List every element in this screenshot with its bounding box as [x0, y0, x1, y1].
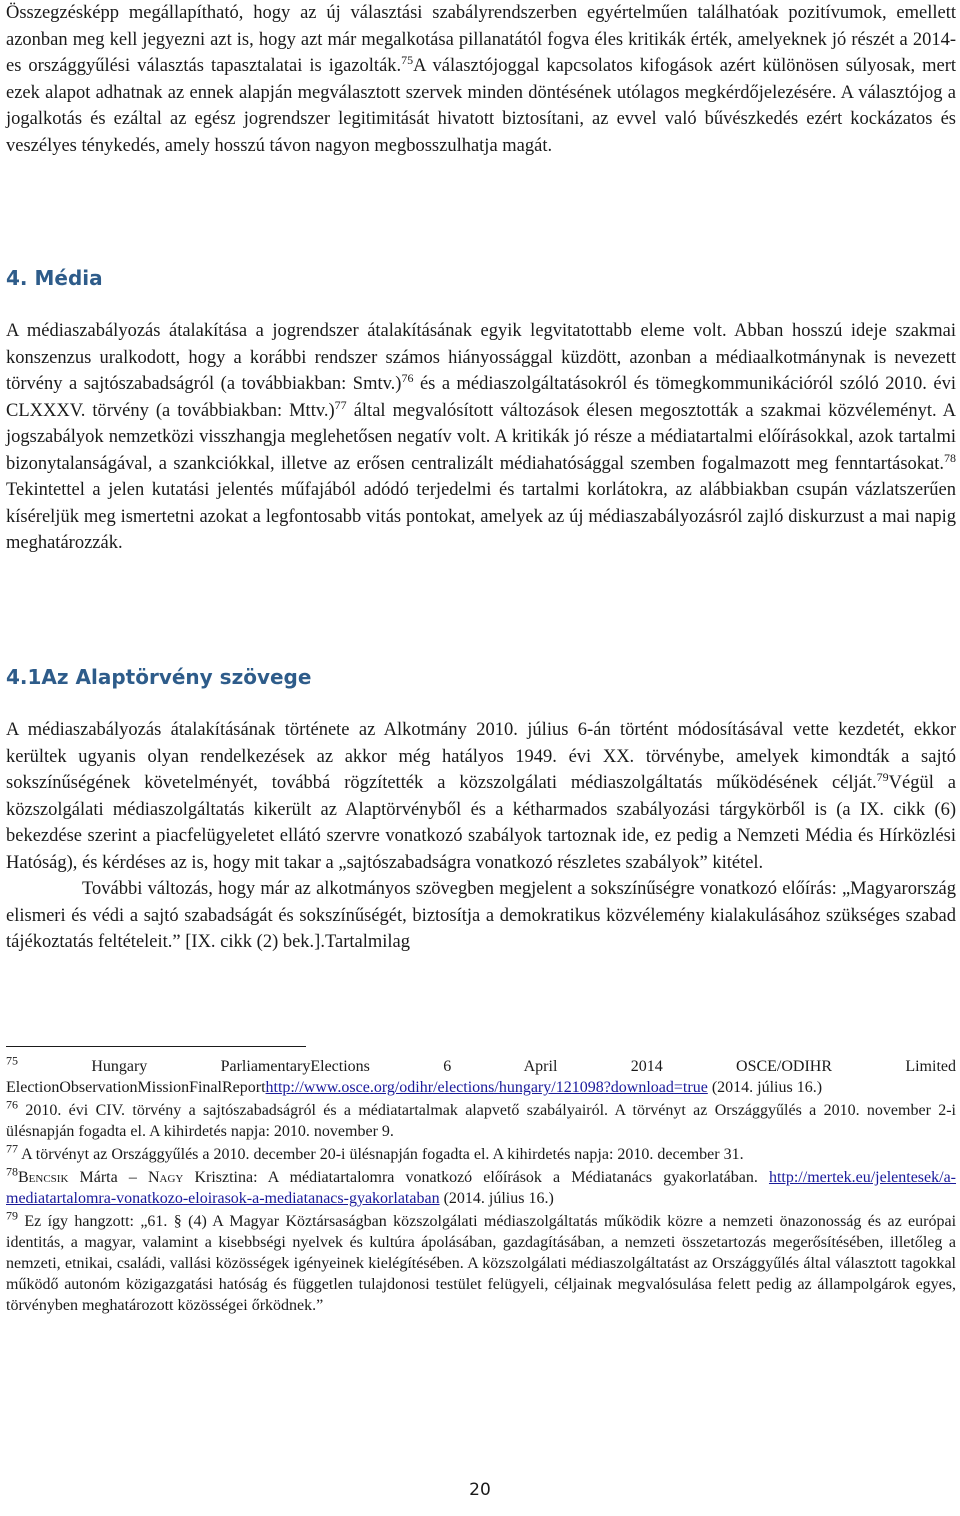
media-text-3: által megvalósított változások élesen megosztották a szakmai közvéleményt. A jogszabályok nemzetközi visszhangja meglehetősen negatív volt. A kritikák jó része a médiatartalmi előírásokkal, azok tartalmi bizonytalanságával, a szankciókkal, illetve az erősen centralizált médiahatósággal szemben fogalmazott meg fenntartásokat.	[6, 400, 956, 474]
footnote-ref-75[interactable]: 75	[401, 52, 414, 67]
footnote-ref-78[interactable]: 78	[944, 450, 956, 465]
footnote-separator	[6, 1046, 306, 1047]
footnote-77	[6, 1141, 956, 1165]
media-section-body	[6, 318, 956, 557]
footnote-number: 78	[6, 1164, 18, 1179]
footnote-79	[6, 1208, 957, 1316]
footnote-author-sep: Márta –	[68, 1169, 148, 1186]
footnote-text: Hungary ParliamentaryElections 6 April 2014 OSCE/ODIHR Limited ElectionObservationMissionFinalReport	[6, 1058, 956, 1096]
footnote-ref-77[interactable]: 77	[334, 397, 347, 412]
footnote-ref-79[interactable]: 79	[876, 769, 889, 784]
footnote-text: Ez így hangzott: „61. § (4) A Magyar Köztársaságban közszolgálati médiaszolgáltatás működik közre a nemzeti önazonosság és az európai identitás, a magyar, valamint a kisebbségi nyelvek és kultúra ápolásában, gazdagításában, a nemzeti összetartozás megerősítésében, illetőleg a nemzeti, etnikai, családi, vallási közösségek igényeinek kielégítésében. A közszolgálati médiaszolgáltatást az Országgyűlés által választott tagokkal működő autonóm közigazgatási hatóság és független tulajdonosi testület felügyeli, céljainak megvalósulása felett pedig az állampolgárok egyes, törvényben meghatározott közösségei őrködnek.”	[6, 1213, 957, 1314]
intro-paragraph	[6, 0, 956, 159]
footnote-text: A törvényt az Országgyűlés a 2010. december 20-i ülésnapján fogadta el. A kihirdetés napja: 2010. december 31.	[21, 1146, 744, 1163]
footnote-link-osce[interactable]: http://www.osce.org/odihr/elections/hungary/121098?download=true	[265, 1079, 708, 1096]
footnote-75	[6, 1053, 956, 1098]
page-number: 20	[469, 1480, 491, 1500]
media-text-1: A médiaszabályozás átalakítása a jogrendszer átalakításának egyik legvitatottabb eleme volt. Abban hosszú ideje szakmai konszenzus uralkodott, hogy a korábbi rendszer számos hiányossággal küzdött, azonban a médiaalkotmánynak is nevezett törvény a sajtószabadságról (a továbbiakban: Smtv.)	[6, 321, 956, 394]
footnote-date: (2014. július 16.)	[439, 1190, 554, 1207]
footnote-ref-76[interactable]: 76	[401, 370, 414, 385]
alaptorveny-paragraph-1	[6, 717, 956, 876]
intro-text-1: Összegzésképp megállapítható, hogy az új választási szabályrendszerben egyértelműen találhatóak pozitívumok, emellett azonban meg kell jegyezni azt is, hogy azt már megalkotása pillanatától fogva éles kritikák érték, amelyeknek jó részét a 2014-es országgyűlési választás tapasztalatai is igazolták.	[6, 3, 956, 76]
footnote-number: 77	[6, 1141, 18, 1156]
section-heading-media: 4. Média	[6, 266, 103, 290]
section-heading-alaptorveny: 4.1Az Alaptörvény szövege	[6, 665, 312, 689]
footnote-78	[6, 1164, 957, 1209]
alaptorveny-paragraph-2: További változás, hogy már az alkotmányos szövegben megjelent a sokszínűségre vonatkozó előírás: „Magyarország elismeri és védi a sajtó szabadságát és sokszínűségét, biztosítja a demokratikus közvélemény kialakulásához szükséges szabad tájékoztatás feltételeit.” [IX. cikk (2) bek.].Tartalmilag	[6, 879, 956, 952]
intro-text-2: A választójoggal kapcsolatos kifogások azért különösen súlyosak, mert ezek alapot adhatnak az ennek alapján megválasztott szervek minden döntésének utólagos megkérdőjelezésére. A választójog a jogalkotás és ezáltal az egész jogrendszer legitimitását hivatott biztosítani, az evvel való bűvészkedés ezért kockázatos és veszélyes ténykedés, amely hosszú távon nagyon megbosszulhatja magát.	[6, 56, 956, 156]
footnote-link-mertek[interactable]: http://mertek.eu/jelentesek/a-mediatartalomra-vonatkozo-eloirasok-a-mediatanacs-gyakorlataban	[6, 1169, 957, 1207]
footnote-text: Krisztina: A médiatartalomra vonatkozó előírások a Médiatanács gyakorlatában.	[183, 1169, 758, 1186]
media-text-2: és a médiaszolgáltatásokról és tömegkommunikációról szóló 2010. évi CLXXXV. törvény (a továbbiakban: Mttv.)	[6, 374, 956, 421]
alaptorveny-text-1: A médiaszabályozás átalakításának története az Alkotmány 2010. július 6-án történt módosításával vette kezdetét, ekkor kerültek ugyanis olyan rendelkezések az akkor még hatályos 1949. évi XX. törvénybe, amelyek kimondták a sajtó sokszínűségének követelményét, továbbá rögzítették a közszolgálati médiaszolgáltatás működésének célját.	[6, 720, 956, 793]
footnote-number: 76	[6, 1097, 18, 1112]
footnote-76	[6, 1097, 957, 1142]
footnote-text: 2010. évi CIV. törvény a sajtószabadságról és a médiatartalmak alapvető szabályairól. A törvényt az Országgyűlés a 2010. november 2-i ülésnapján fogadta el. A kihirdetés napja: 2010. november 9.	[6, 1102, 957, 1140]
intro-section	[6, 0, 956, 159]
media-paragraph	[6, 318, 956, 557]
media-text-4: Tekintettel a jelen kutatási jelentés műfajából adódó terjedelmi és tartalmi korlátokra, az alábbiakban csupán vázlatszerűen kíséreljük meg ismertetni azokat a legfontosabb vitás pontokat, amelyek az új médiaszabályozásról zajló diskurzust a mai napig meghatározzák.	[6, 480, 956, 553]
footnotes	[6, 1053, 957, 1318]
alaptorveny-section-body	[6, 717, 956, 956]
footnote-number: 79	[6, 1208, 18, 1223]
footnote-number: 75	[6, 1053, 18, 1068]
alaptorveny-text-2: Végül a közszolgálati médiaszolgáltatás kikerült az Alaptörvényből és a kétharmados szabályozási tárgykörből is (a IX. cikk (6) bekezdése szerint a piacfelügyeletet ellátó szervre vonatkozó szabályok tartoznak ide, ez pedig a Nemzeti Média és Hírközlési Hatóság), és kérdéses az is, hogy mit takar a „sajtószabadságra vonatkozó részletes szabályok” kitétel.	[6, 773, 956, 873]
footnote-author-2: Nagy	[147, 1169, 184, 1186]
footnote-author-1: Bencsik	[18, 1169, 69, 1186]
footnote-date: (2014. július 16.)	[707, 1079, 823, 1096]
